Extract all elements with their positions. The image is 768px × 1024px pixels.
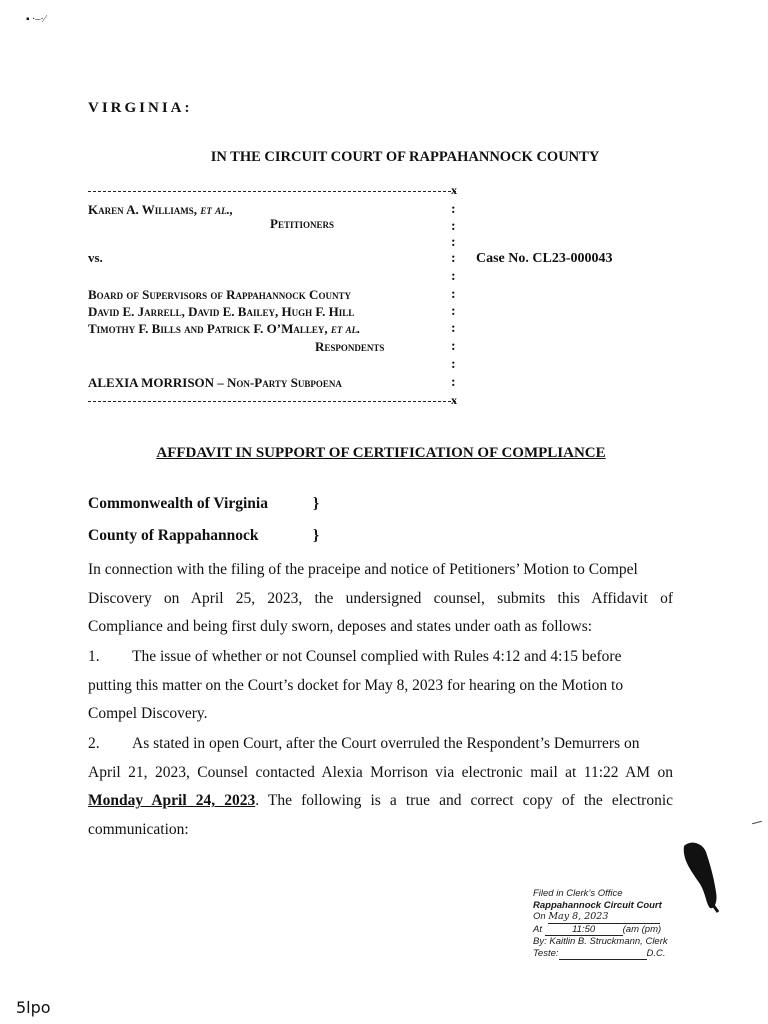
venue-commonwealth: Commonwealth of Virginia [88, 495, 268, 512]
intro-line: Compliance and being first duly sworn, deposes and states under oath as follows: [88, 618, 593, 636]
stamp-on-value: May 8, 2023 [548, 911, 660, 924]
caption-colon: : [451, 251, 456, 266]
paragraph-1 [88, 643, 673, 729]
stamp-by-row: By: Kaitlin B. Struckmann, Clerk [533, 936, 668, 947]
stamp-at-row [533, 924, 693, 937]
respondent-line-1: Board of Supervisors of Rappahannock County [88, 287, 351, 302]
paragraph-1-line: putting this matter on the Court’s docket for May 8, 2023 for hearing on the Motion to [88, 676, 624, 694]
subpoena-line [88, 375, 342, 391]
case-number: Case No. CL23-000043 [476, 251, 613, 266]
caption-colon: : [451, 219, 456, 234]
caption-colon: : [451, 357, 456, 372]
paragraph-2-date-line [88, 787, 673, 816]
affidavit-title: AFFDAVIT IN SUPPORT OF CERTIFICATION OF COMPLIANCE [156, 445, 606, 461]
scan-mark-top: ▪ ·–·⁄ [26, 14, 46, 25]
stamp-teste-suffix: D.C. [646, 947, 666, 959]
stamp-line: Rappahannock Circuit Court [533, 899, 662, 911]
stamp-teste-row [533, 948, 693, 961]
petitioner-name [88, 202, 233, 218]
intro-line: In connection with the filing of the praceipe and notice of Petitioners’ Motion to Compel [88, 561, 638, 578]
caption-bottom-rule [88, 401, 456, 402]
caption-colon: : [451, 321, 456, 336]
paragraph-2-line: communication: [88, 820, 189, 838]
stamp-on-label: On [533, 911, 546, 922]
paragraph-1-first-line [88, 643, 673, 672]
scan-mark-bottom: 5lpo [16, 998, 51, 1017]
stamp-line: Filed in Clerk’s Office [533, 888, 623, 899]
petitioner-text: Karen A. Williams, [88, 202, 198, 217]
stamp-at-label: At [533, 923, 542, 935]
petitioner-etal: et al., [197, 202, 234, 217]
paragraph-1-line: The issue of whether or not Counsel complied with Rules 4:12 and 4:15 before [132, 648, 622, 665]
stamp-teste-label: Teste: [533, 947, 559, 959]
paragraph-2-line: . The following is a true and correct copy of the electronic [255, 792, 673, 810]
respondent-etal: et al. [327, 321, 361, 336]
respondent-line-3-text: Timothy F. Bills and Patrick F. O’Malley, [88, 321, 328, 336]
paragraph-2 [88, 730, 673, 844]
respondent-line-3 [88, 321, 360, 337]
paragraph-2-number: 2. [88, 735, 100, 752]
paragraph-2-first-line [88, 730, 673, 759]
respondents-label: Respondents [315, 339, 385, 354]
intro-paragraph [88, 556, 673, 642]
caption-colon: : [451, 339, 456, 354]
paragraph-2-line: April 21, 2023, Counsel contacted Alexia Morrison via electronic mail at 11:22 AM on [88, 763, 673, 781]
court-heading: IN THE CIRCUIT COURT OF RAPPAHANNOCK COUNTY [210, 149, 600, 165]
caption-top-rule [88, 191, 456, 192]
stamp-at-suffix: (am (pm) [622, 923, 662, 935]
state-heading: VIRGINIA: [88, 100, 193, 116]
venue-brace: } [313, 527, 320, 544]
clerk-filing-stamp [533, 888, 693, 960]
venue-brace: } [313, 495, 320, 512]
stamp-on-row [533, 911, 693, 924]
highlighted-date: Monday April 24, 2023 [88, 792, 256, 810]
caption-colon: : [451, 202, 456, 217]
stamp-at-value: 11:50 [545, 924, 623, 937]
caption-bottom-x: x [451, 393, 457, 407]
caption-colon: : [451, 287, 456, 302]
venue-county: County of Rappahannock [88, 527, 259, 544]
respondent-line-2: David E. Jarrell, David E. Bailey, Hugh F. Hill [88, 304, 355, 319]
caption-top-x: x [451, 183, 457, 197]
paragraph-1-number: 1. [88, 648, 100, 665]
caption-colon: : [451, 304, 456, 319]
subpoena-name: ALEXIA MORRISON [88, 375, 215, 390]
paragraph-1-line: Compel Discovery. [88, 705, 208, 723]
subpoena-label: – Non-Party Subpoena [214, 375, 342, 390]
versus: vs. [88, 250, 103, 265]
stray-mark [752, 821, 762, 825]
paragraph-2-line: As stated in open Court, after the Court overruled the Respondent’s Demurrers on [132, 735, 640, 752]
caption-colon: : [451, 375, 456, 390]
intro-line: Discovery on April 25, 2023, the undersigned counsel, submits this Affidavit of [88, 589, 673, 607]
caption-colon: : [451, 235, 456, 250]
petitioners-label: Petitioners [270, 216, 334, 231]
caption-colon: : [451, 269, 456, 284]
stamp-teste-signature [559, 948, 647, 961]
